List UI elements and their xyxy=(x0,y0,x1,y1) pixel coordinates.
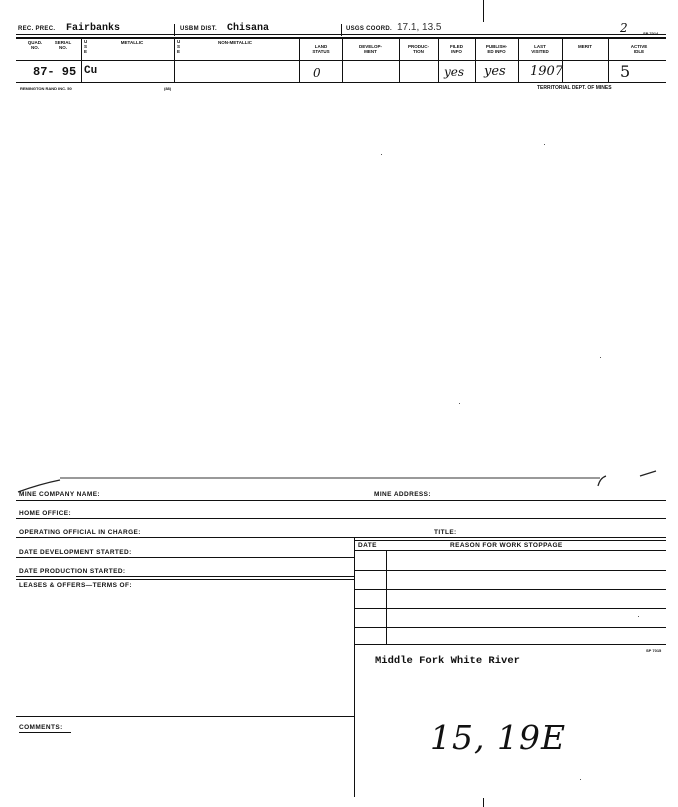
rule-home-office xyxy=(16,518,666,519)
home-office-label: HOME OFFICE: xyxy=(19,510,72,517)
rec-prec-value: Fairbanks xyxy=(66,23,121,34)
mine-address-label: MINE ADDRESS: xyxy=(374,491,431,498)
usbm-dist-value: Chisana xyxy=(227,23,270,34)
data-row-rule xyxy=(16,82,666,83)
rec-prec-label: REC. PREC. xyxy=(18,26,56,32)
rule-company xyxy=(16,500,666,501)
location-typed: Middle Fork White River xyxy=(375,655,520,667)
rule-stoppage-1 xyxy=(355,570,666,571)
filed-info-value: yes xyxy=(444,65,465,79)
rule-stoppage-3 xyxy=(355,608,666,609)
active-idle-value: 5 xyxy=(620,62,631,81)
metallic-value: Cu xyxy=(84,65,98,77)
card-top-edge xyxy=(0,466,678,496)
speck xyxy=(600,357,601,358)
col-header-published-info: PUBLISH- ED INFO xyxy=(485,44,508,54)
col-header-land-status: LAND STATUS xyxy=(312,44,330,54)
comments-underline xyxy=(19,732,71,733)
form-code-bottom: SP 7015 xyxy=(646,648,662,653)
rule-date-prod-double xyxy=(16,579,355,580)
operating-official-label: OPERATING OFFICIAL IN CHARGE: xyxy=(19,529,141,536)
col-header-serial: SERIAL NO. xyxy=(54,40,72,50)
header-rule-double xyxy=(16,37,666,39)
speck xyxy=(638,616,639,617)
date-col-divider xyxy=(386,550,387,644)
col-header-filed-info: FILED INFO xyxy=(450,44,463,54)
col-header-quad: QUAD. NO. xyxy=(27,40,43,50)
speck xyxy=(544,144,545,145)
usgs-coord-value: 17.1, 13.5 xyxy=(397,22,442,33)
quad-serial-value: 87- 95 xyxy=(33,65,77,79)
header-divider-2 xyxy=(341,24,342,36)
comments-label: COMMENTS: xyxy=(19,724,63,731)
center-divider xyxy=(354,537,355,797)
reason-col-label: REASON FOR WORK STOPPAGE xyxy=(450,542,563,549)
usgs-coord-label: USGS COORD. xyxy=(346,26,392,32)
leases-label: LEASES & OFFERS—TERMS OF: xyxy=(19,582,132,589)
rule-date-dev xyxy=(16,557,355,558)
date-production-label: DATE PRODUCTION STARTED: xyxy=(19,568,126,575)
dept-line: TERRITORIAL DEPT. OF MINES xyxy=(537,85,612,91)
col-header-merit: MERIT xyxy=(578,44,592,49)
col-header-active-idle: ACTIVE IDLE xyxy=(630,44,648,54)
rule-comments xyxy=(16,716,355,717)
col-divider-serial xyxy=(81,37,82,82)
speck xyxy=(580,779,581,780)
date-col-label: DATE xyxy=(358,542,377,549)
bottom-tick-mark xyxy=(483,798,484,807)
township-handwritten: 15, 19E xyxy=(430,718,567,757)
title-label: TITLE: xyxy=(434,529,457,536)
corner-number: 2 xyxy=(620,21,628,35)
col-divider-merit xyxy=(608,37,609,82)
form-code-top: SP 7014 xyxy=(643,31,659,36)
col-divider-metallic xyxy=(174,37,175,82)
rule-date-prod xyxy=(16,576,355,577)
speck xyxy=(459,403,460,404)
printer-code: (88) xyxy=(164,86,172,91)
col-header-last-visited: LAST VISITED xyxy=(531,44,549,54)
rule-official-double xyxy=(355,540,666,541)
date-development-label: DATE DEVELOPMENT STARTED: xyxy=(19,549,132,556)
col-header-use-metallic: U S E xyxy=(84,39,88,54)
header-divider-1 xyxy=(174,24,175,36)
usbm-dist-label: USBM DIST. xyxy=(180,26,218,32)
rule-official xyxy=(16,537,666,538)
rule-stoppage-5 xyxy=(355,644,666,645)
land-status-value: 0 xyxy=(313,66,321,80)
last-visited-value: 1907 xyxy=(530,64,564,79)
speck xyxy=(381,154,382,155)
col-header-use-nonmetallic: U S E xyxy=(177,39,181,54)
rule-stoppage-4 xyxy=(355,627,666,628)
top-tick-mark xyxy=(483,0,484,22)
printer-line: REMINGTON RAND INC. 50 xyxy=(20,86,72,91)
col-divider-nonmetallic xyxy=(299,37,300,82)
mine-company-label: MINE COMPANY NAME: xyxy=(19,491,100,498)
rule-stoppage-2 xyxy=(355,589,666,590)
col-header-production: PRODUC- TION xyxy=(408,44,429,54)
col-header-metallic: METALLIC xyxy=(120,40,144,45)
column-header-rule xyxy=(16,60,666,61)
col-header-nonmetallic: NON-METALLIC xyxy=(218,40,252,45)
rule-date-header xyxy=(355,550,666,551)
col-header-development: DEVELOP- MENT xyxy=(358,44,382,54)
published-info-value: yes xyxy=(484,64,506,79)
